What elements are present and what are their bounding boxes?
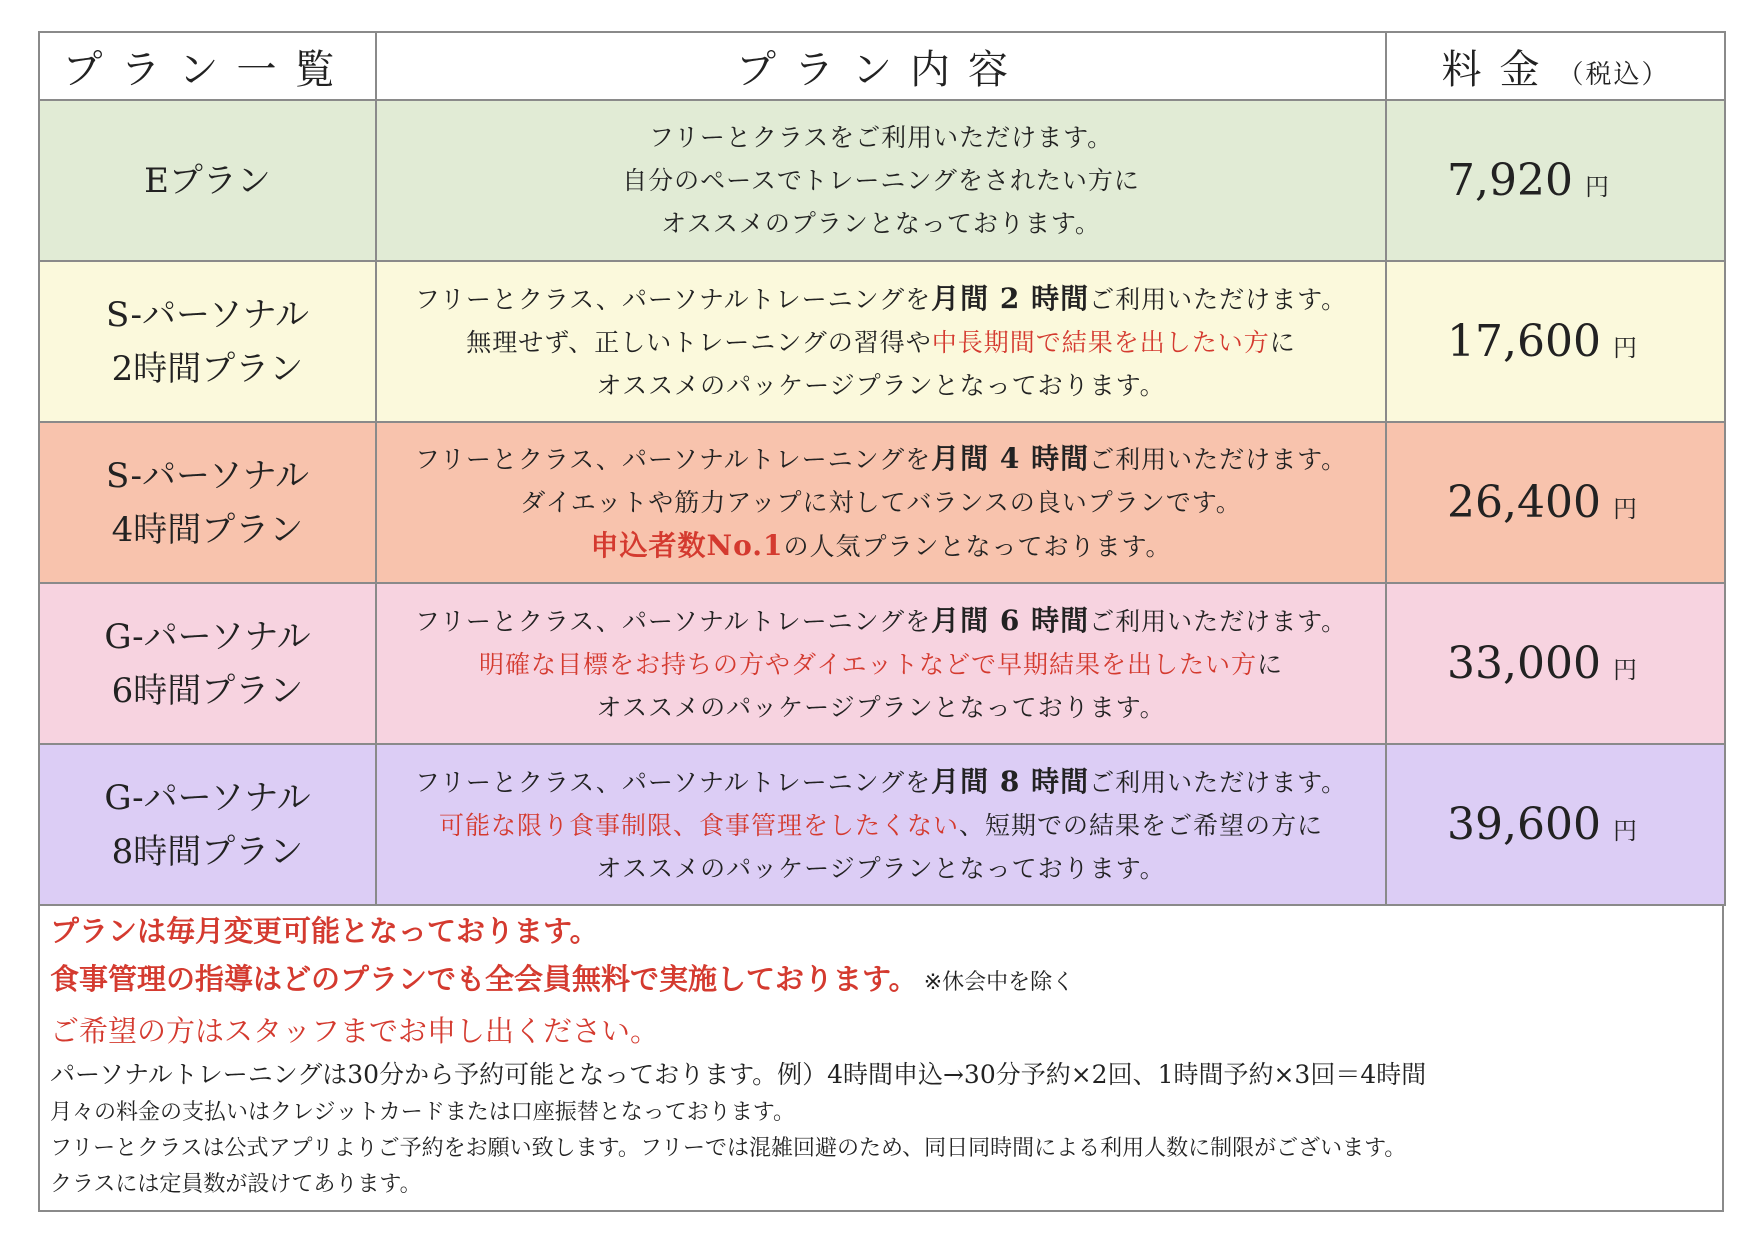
plan-name-line2: 8時間プラン <box>111 831 304 872</box>
monthly-hours: 月間 4 時間 <box>931 442 1090 475</box>
desc-line: フリーとクラス、パーソナルトレーニングを月間 6 時間ご利用いただけます。 <box>414 603 1348 637</box>
note-app-reservation: フリーとクラスは公式アプリよりご予約をお願い致します。フリーでは混雑回避のため、同日同時間による利用人数に制限がございます。 <box>50 1136 1407 1161</box>
desc-line: 自分のペースでトレーニングをされたい方に <box>622 166 1140 195</box>
plan-name-cell <box>39 583 376 744</box>
plan-name-line2: 6時間プラン <box>111 670 304 711</box>
desc-line: フリーとクラス、パーソナルトレーニングを月間 4 時間ご利用いただけます。 <box>414 442 1348 475</box>
desc-line: ダイエットや筋力アップに対してバランスの良いプランです。 <box>520 488 1242 517</box>
plan-name-cell <box>39 422 376 583</box>
desc-line: 無理せず、正しいトレーニングの習得や中長期間で結果を出したい方に <box>466 327 1296 357</box>
desc-line: フリーとクラス、パーソナルトレーニングを月間 8 時間ご利用いただけます。 <box>414 764 1348 798</box>
desc-line: オススメのパッケージプランとなっております。 <box>596 370 1166 400</box>
highlight-text: 可能な限り食事制限、食事管理をしたくない <box>438 810 959 840</box>
desc-line: オススメのプランとなっております。 <box>661 209 1101 238</box>
plan-price: 26,400 <box>1447 477 1601 528</box>
plan-name-cell <box>39 100 376 261</box>
plan-description-cell <box>376 100 1386 261</box>
notes-section <box>50 907 1710 1203</box>
note-payment: 月々の料金の支払いはクレジットカードまたは口座振替となっております。 <box>50 1100 796 1125</box>
plan-price: 33,000 <box>1447 638 1601 689</box>
header-plan-list: プラン一覧 <box>39 32 376 100</box>
header-price-label: 料金 <box>1441 46 1558 93</box>
plan-description-cell <box>376 744 1386 905</box>
plan-row <box>39 422 1725 583</box>
plan-row <box>39 583 1725 744</box>
plan-description-cell <box>376 422 1386 583</box>
desc-line: オススメのパッケージプランとなっております。 <box>596 692 1166 722</box>
monthly-hours: 月間 8 時間 <box>931 764 1090 798</box>
desc-line: 可能な限り食事制限、食事管理をしたくない、短期での結果をご希望の方に <box>438 810 1324 840</box>
plan-table <box>38 31 1726 906</box>
desc-line: オススメのパッケージプランとなっております。 <box>596 853 1166 883</box>
plan-price-cell <box>1386 100 1725 261</box>
note-reservation-units: パーソナルトレーニングは30分から予約可能となっております。例）4時間申込→30分予約×2回、1時間予約×3回＝4時間 <box>50 1060 1427 1089</box>
desc-line: フリーとクラス、パーソナルトレーニングを月間 2 時間ご利用いただけます。 <box>414 281 1348 315</box>
yen-unit: 円 <box>1612 495 1637 523</box>
desc-line: 明確な目標をお持ちの方やダイエットなどで早期結果を出したい方に <box>478 649 1284 679</box>
plan-name-line2: 2時間プラン <box>111 348 304 389</box>
plan-price: 17,600 <box>1447 316 1601 367</box>
plan-name-line1: G-パーソナル <box>104 616 311 657</box>
plan-price-cell <box>1386 744 1725 905</box>
note-contact-staff: ご希望の方はスタッフまでお申し出ください。 <box>50 1014 660 1048</box>
plan-name-line1: S-パーソナル <box>106 455 309 496</box>
header-tax-note: （税込） <box>1557 59 1670 90</box>
monthly-hours: 月間 6 時間 <box>931 603 1090 637</box>
plan-name-line1: S-パーソナル <box>106 294 309 335</box>
plan-name-cell <box>39 744 376 905</box>
desc-line: 申込者数No.1の人気プランとなっております。 <box>590 529 1172 562</box>
note-aside: ※休会中を除く <box>923 970 1075 995</box>
note-class-capacity: クラスには定員数が設けてあります。 <box>50 1172 422 1197</box>
header-plan-content: プラン内容 <box>376 32 1386 100</box>
plan-price: 39,600 <box>1447 799 1601 850</box>
highlight-text: 申込者数No.1 <box>590 529 784 562</box>
plan-price-cell <box>1386 261 1725 422</box>
plan-name-line1: G-パーソナル <box>104 777 311 818</box>
yen-unit: 円 <box>1612 334 1637 362</box>
yen-unit: 円 <box>1612 656 1637 684</box>
plan-description-cell <box>376 583 1386 744</box>
highlight-text: 明確な目標をお持ちの方やダイエットなどで早期結果を出したい方 <box>478 649 1257 679</box>
plan-row <box>39 261 1725 422</box>
note-diet-guidance: 食事管理の指導はどのプランでも全会員無料で実施しております。 ※休会中を除く <box>50 962 1075 996</box>
note-plan-change: プランは毎月変更可能となっております。 <box>50 914 599 948</box>
plan-price: 7,920 <box>1447 155 1573 206</box>
plan-row <box>39 100 1725 261</box>
plan-description-cell <box>376 261 1386 422</box>
desc-line: フリーとクラスをご利用いただけます。 <box>648 123 1114 152</box>
plan-price-cell <box>1386 583 1725 744</box>
plan-name-line1: Eプラン <box>144 160 271 201</box>
highlight-text: 中長期間で結果を出したい方 <box>931 327 1270 357</box>
table-header <box>39 32 1725 100</box>
yen-unit: 円 <box>1612 817 1637 845</box>
yen-unit: 円 <box>1584 173 1609 201</box>
plan-name-cell <box>39 261 376 422</box>
monthly-hours: 月間 2 時間 <box>931 281 1090 315</box>
plan-row <box>39 744 1725 905</box>
plan-name-line2: 4時間プラン <box>111 509 304 550</box>
plan-price-cell <box>1386 422 1725 583</box>
header-price <box>1386 32 1725 100</box>
